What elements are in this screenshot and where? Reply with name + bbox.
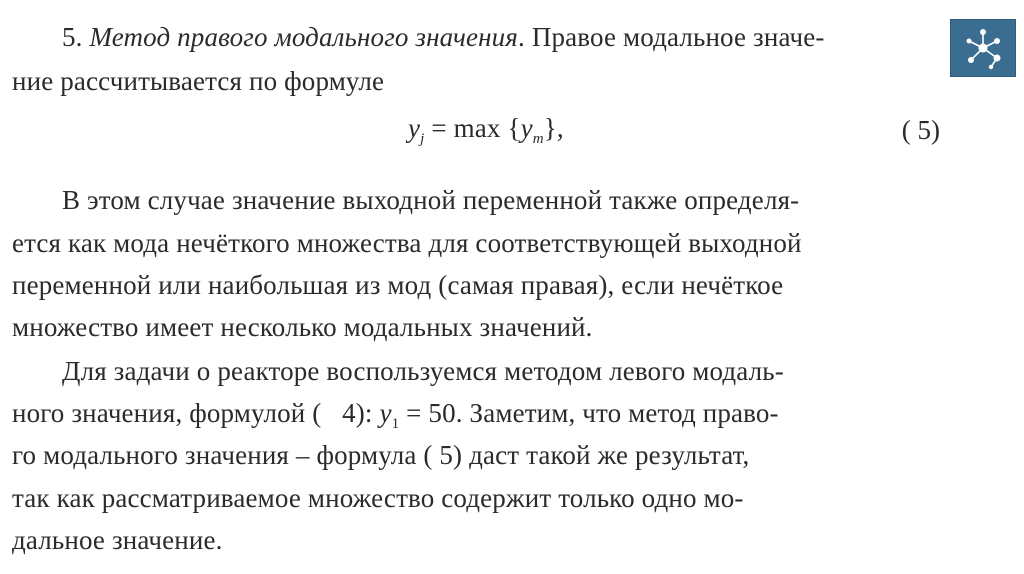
paragraph-2-line-1: В этом случае значение выходной переменной также определя- [62, 185, 800, 215]
paragraph-1-line-1: 5. Метод правого модального значения. Правое модальное значе- [62, 22, 825, 52]
equation-number: ( 5) [901, 115, 940, 145]
paragraph-3-line-2: ного значения, формулой ( 4): $y_1 = 50$. Заметим, что метод право- [12, 398, 779, 432]
paragraph-2-line-3: переменной или наибольшая из мод (самая правая), если нечёткое [12, 270, 784, 300]
paragraph-3-line-5: дальное значение. [12, 525, 223, 555]
paragraph-2-line-4: множество имеет несколько модальных значений. [12, 312, 593, 342]
paragraph-3-line-3: го модального значения – формула ( 5) даст такой же результат, [12, 440, 750, 470]
paragraph-3-line-4: так как рассматриваемое множество содержит только одно мо- [12, 483, 744, 513]
paragraph-1-line-2: ние рассчитывается по формуле [12, 66, 385, 96]
logo [951, 20, 1015, 76]
formula: $y_j = \max \{y_m\}$, [408, 113, 564, 147]
molecule-network-icon [951, 20, 1015, 76]
paragraph-3-line-1: Для задачи о реакторе воспользуемся методом левого модаль- [62, 356, 784, 386]
paragraph-2-line-2: ется как мода нечёткого множества для соответствующей выходной [12, 228, 802, 258]
